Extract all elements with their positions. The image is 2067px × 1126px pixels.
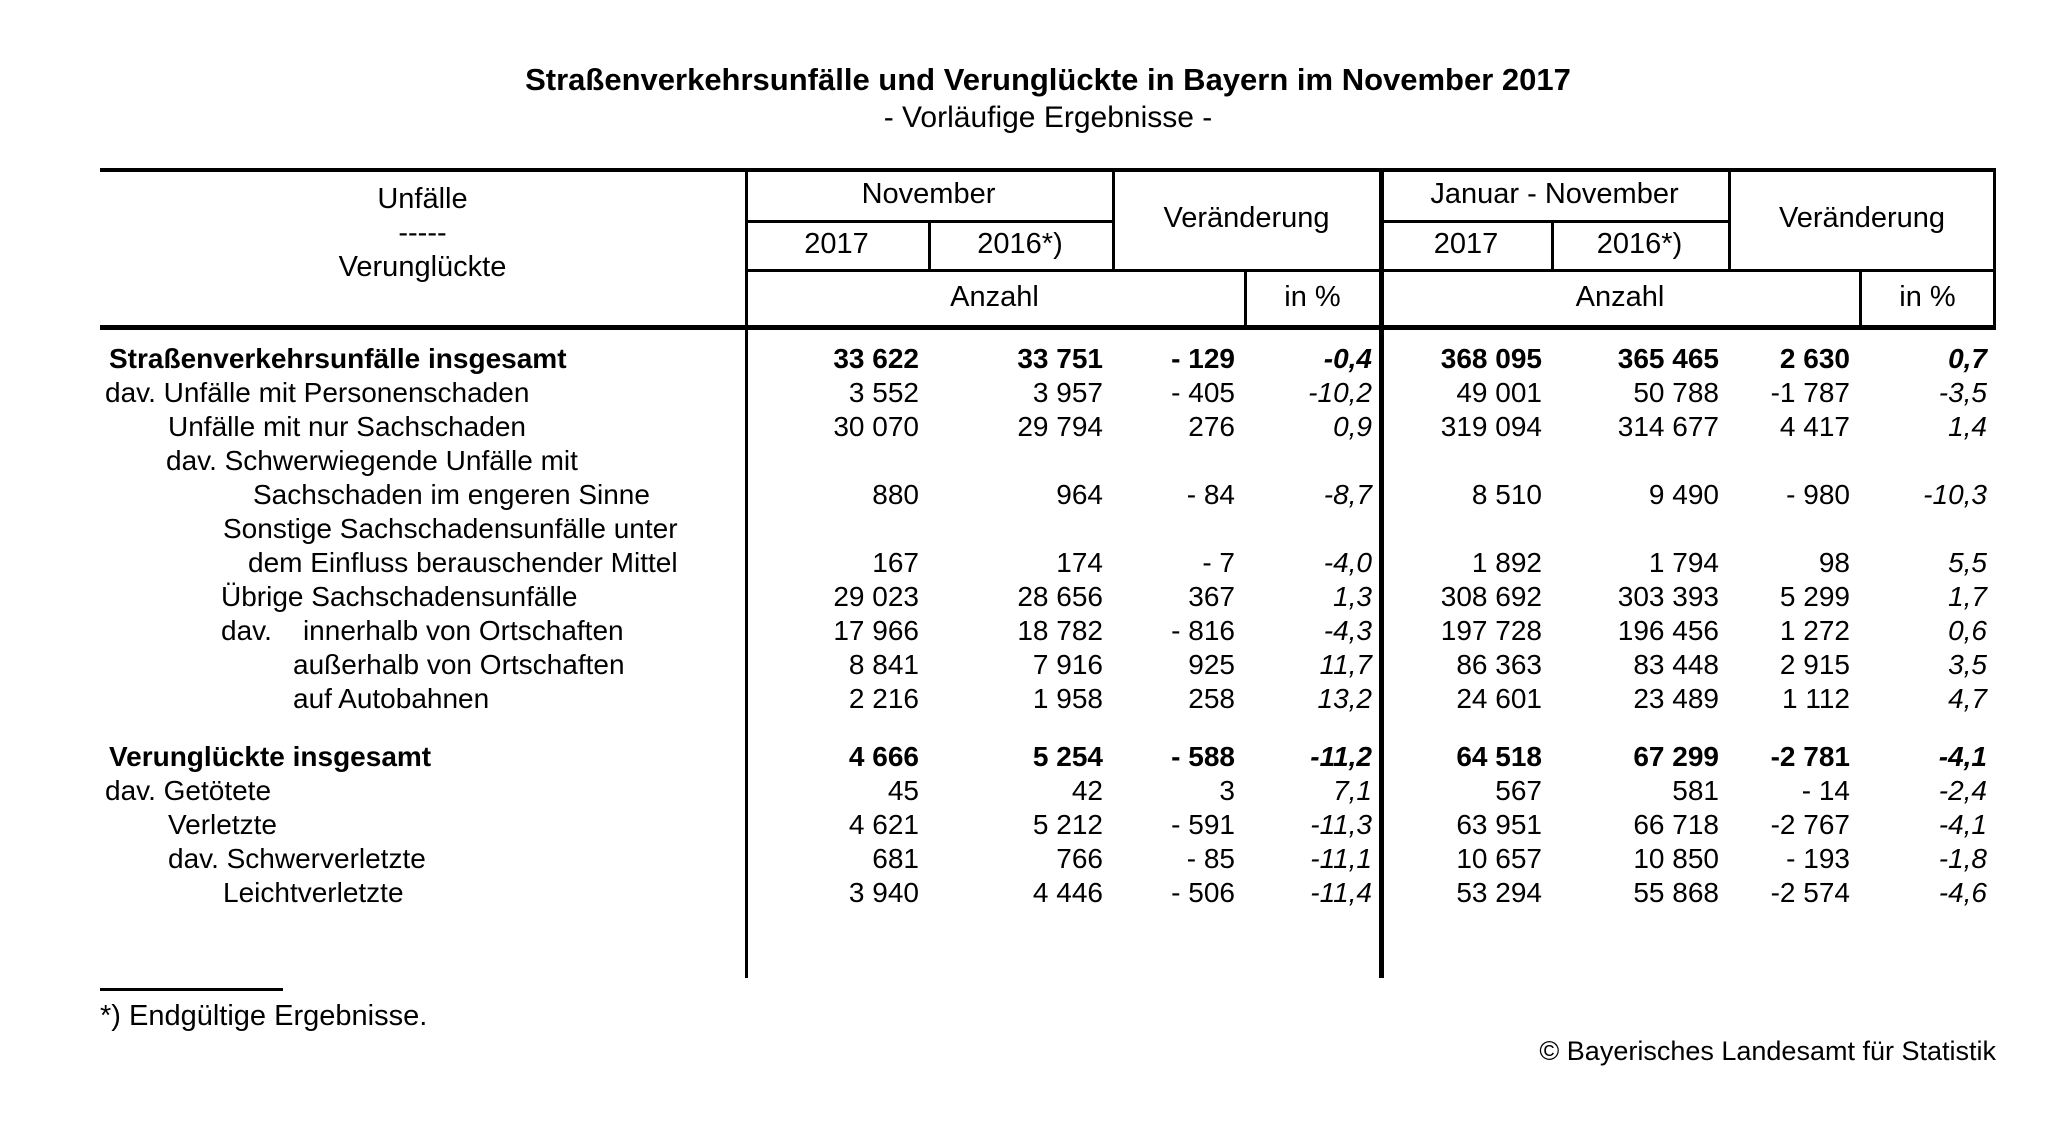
value-cell-count: 5 254: [1032, 741, 1103, 772]
value-cell-percent: 3,5: [1948, 649, 1987, 680]
page-subtitle: - Vorläufige Ergebnisse -: [883, 101, 1213, 134]
row-label: [100, 808, 745, 842]
table-row: [100, 580, 1996, 614]
value-cell-count: - 405: [1171, 377, 1235, 408]
table-row: [100, 342, 1996, 376]
value-cell-count: 1 794: [1648, 547, 1719, 578]
value-cell-count: 29 794: [1017, 411, 1103, 442]
value-cell-percent: 1,7: [1948, 581, 1987, 612]
row-label: [100, 842, 745, 876]
value-cell-count: 2 630: [1779, 343, 1850, 374]
anzahl-percent-divider-right: [1859, 269, 1862, 325]
value-cell-count: - 193: [1786, 843, 1850, 874]
footnote-text: *) Endgültige Ergebnisse.: [100, 1000, 428, 1032]
row-label-line: Verunglückte insgesamt: [109, 741, 432, 772]
value-cell-count: 63 951: [1456, 809, 1542, 840]
value-cell-count: 10 657: [1456, 843, 1542, 874]
value-cell-count: 2 216: [848, 683, 919, 714]
row-label: [100, 376, 745, 410]
row-label-line: Sonstige Sachschadensunfälle unter: [223, 513, 678, 544]
value-cell-count: 10 850: [1633, 843, 1719, 874]
value-cell-count: 98: [1818, 547, 1850, 578]
stub-line-verunglueckte: Verunglückte: [338, 251, 507, 283]
value-cell-count: 368 095: [1440, 343, 1542, 374]
row-label-line: dav. Schwerwiegende Unfälle mit: [166, 445, 578, 476]
value-cell-count: 49 001: [1456, 377, 1542, 408]
row-label: [100, 648, 745, 682]
value-cell-count: 67 299: [1633, 741, 1719, 772]
value-cell-percent: -10,3: [1923, 479, 1987, 510]
table-row: [100, 648, 1996, 682]
table-row: [100, 876, 1996, 910]
value-cell-percent: 0,6: [1948, 615, 1987, 646]
value-cell-count: 5 212: [1032, 809, 1103, 840]
anzahl-percent-divider-left: [1244, 269, 1247, 325]
value-cell-count: 276: [1188, 411, 1235, 442]
value-cell-percent: -4,1: [1938, 809, 1987, 840]
table-row: [100, 740, 1996, 774]
value-cell-count: - 816: [1171, 615, 1235, 646]
value-cell-count: 8 510: [1471, 479, 1542, 510]
value-cell-percent: 0,9: [1333, 411, 1372, 442]
value-cell-count: 319 094: [1440, 411, 1542, 442]
value-cell-count: 33 751: [1017, 343, 1103, 374]
value-cell-count: 8 841: [848, 649, 919, 680]
value-cell-count: - 7: [1202, 547, 1235, 578]
value-cell-count: - 14: [1801, 775, 1850, 806]
unit-header-percent-right: in %: [1899, 280, 1956, 313]
value-cell-percent: -1,8: [1938, 843, 1987, 874]
unit-header-percent-left: in %: [1284, 280, 1341, 313]
value-cell-count: 30 070: [833, 411, 919, 442]
value-cell-count: 1 272: [1779, 615, 1850, 646]
value-cell-percent: 0,7: [1948, 343, 1987, 374]
value-cell-percent: -2,4: [1938, 775, 1987, 806]
value-cell-count: -2 574: [1770, 877, 1850, 908]
value-cell-count: - 84: [1186, 479, 1235, 510]
table-body: [100, 330, 1996, 910]
copyright-text: © Bayerisches Landesamt für Statistik: [1539, 1036, 1996, 1066]
row-label-line: Verletzte: [168, 809, 277, 840]
stub-header: [100, 168, 745, 339]
table-row: [100, 614, 1996, 648]
value-cell-count: 365 465: [1617, 343, 1719, 374]
value-cell-percent: 5,5: [1948, 547, 1987, 578]
footnote-rule: [100, 988, 283, 991]
group-separator-divider: [1379, 168, 1384, 978]
page-title: Straßenverkehrsunfälle und Verunglückte in Bayern im November 2017: [525, 62, 1571, 97]
column-header-2016-november: 2016*): [977, 228, 1063, 260]
value-cell-count: 3 957: [1032, 377, 1103, 408]
value-cell-count: 367: [1188, 581, 1235, 612]
value-cell-count: 45: [887, 775, 919, 806]
value-cell-count: 18 782: [1017, 615, 1103, 646]
row-label-line: dav. Schwerverletzte: [168, 843, 426, 874]
value-cell-percent: -4,1: [1938, 741, 1987, 772]
value-cell-count: 1 112: [1782, 683, 1850, 714]
row-label-line: dem Einfluss berauschender Mittel: [248, 547, 678, 578]
value-cell-count: 681: [872, 843, 919, 874]
stub-line-unfaelle: Unfälle: [377, 183, 468, 215]
value-cell-count: 3: [1219, 775, 1235, 806]
value-cell-count: 4 446: [1032, 877, 1103, 908]
value-cell-count: 7 916: [1032, 649, 1103, 680]
table-row: [100, 808, 1996, 842]
value-cell-count: 33 622: [833, 343, 919, 374]
value-cell-count: 197 728: [1440, 615, 1542, 646]
value-cell-count: -2 767: [1770, 809, 1850, 840]
table-row: [100, 774, 1996, 808]
column-group-change-right: Veränderung: [1778, 202, 1946, 234]
value-cell-count: 66 718: [1633, 809, 1719, 840]
value-cell-count: 1 958: [1032, 683, 1103, 714]
value-cell-count: 3 940: [848, 877, 919, 908]
row-label-line: Unfälle mit nur Sachschaden: [168, 411, 526, 442]
value-cell-count: 964: [1056, 479, 1103, 510]
stub-line-dashes: -----: [398, 217, 447, 249]
column-header-2016-january-november: 2016*): [1596, 228, 1683, 260]
table-row: [100, 444, 1996, 512]
row-label-line: Straßenverkehrsunfälle insgesamt: [109, 343, 567, 374]
header-bottom-border: [100, 325, 1996, 330]
value-cell-count: 4 666: [848, 741, 919, 772]
value-cell-count: 50 788: [1633, 377, 1719, 408]
value-cell-count: 314 677: [1617, 411, 1719, 442]
value-cell-count: 9 490: [1648, 479, 1719, 510]
value-cell-count: 196 456: [1617, 615, 1719, 646]
table-right-border: [1993, 168, 1996, 325]
value-cell-count: 17 966: [833, 615, 919, 646]
row-label-line: Sachschaden im engeren Sinne: [253, 479, 650, 510]
row-label: [100, 342, 745, 376]
rule-under-january-november: [1381, 220, 1731, 223]
value-cell-count: 308 692: [1440, 581, 1542, 612]
value-cell-percent: -11,3: [1310, 809, 1372, 840]
value-cell-count: 5 299: [1779, 581, 1850, 612]
value-cell-percent: -8,7: [1323, 479, 1372, 510]
row-label-line: außerhalb von Ortschaften: [293, 649, 625, 680]
table-top-border: [100, 168, 1996, 172]
value-cell-percent: -11,2: [1310, 741, 1372, 772]
stub-column-divider: [745, 168, 748, 978]
value-cell-count: 4 417: [1779, 411, 1850, 442]
value-cell-percent: -10,2: [1308, 377, 1372, 408]
value-cell-percent: 1,4: [1948, 411, 1987, 442]
column-group-november: November: [861, 177, 996, 210]
row-label: [100, 410, 745, 444]
row-label: [100, 444, 745, 512]
value-cell-count: 64 518: [1456, 741, 1542, 772]
value-cell-count: 1 892: [1471, 547, 1542, 578]
value-cell-percent: -0,4: [1323, 343, 1372, 374]
table-row: [100, 682, 1996, 716]
value-cell-count: 167: [872, 547, 919, 578]
value-cell-count: 55 868: [1633, 877, 1719, 908]
value-cell-count: 4 621: [848, 809, 919, 840]
value-cell-percent: 7,1: [1333, 775, 1372, 806]
unit-header-anzahl-left: Anzahl: [950, 280, 1039, 313]
year-divider-right: [1551, 220, 1554, 269]
value-cell-count: 3 552: [848, 377, 919, 408]
value-cell-count: 567: [1495, 775, 1542, 806]
row-label: [100, 876, 745, 910]
rule-under-year-row: [745, 269, 1996, 272]
value-cell-count: 258: [1188, 683, 1235, 714]
column-header-2017-january-november: 2017: [1433, 228, 1499, 260]
value-cell-count: -2 781: [1770, 741, 1850, 772]
row-label-line: dav. innerhalb von Ortschaften: [221, 615, 624, 646]
value-cell-count: 766: [1056, 843, 1103, 874]
table-row: [100, 842, 1996, 876]
value-cell-count: 23 489: [1633, 683, 1719, 714]
value-cell-count: 29 023: [833, 581, 919, 612]
value-cell-count: 925: [1188, 649, 1235, 680]
table-row: [100, 512, 1996, 580]
value-cell-count: 2 915: [1779, 649, 1850, 680]
value-cell-percent: -4,0: [1323, 547, 1372, 578]
value-cell-count: - 591: [1171, 809, 1235, 840]
row-label: [100, 614, 745, 648]
value-cell-percent: 4,7: [1948, 683, 1987, 714]
value-cell-count: - 980: [1786, 479, 1850, 510]
value-cell-count: - 129: [1171, 343, 1235, 374]
row-label-line: auf Autobahnen: [293, 683, 490, 714]
value-cell-count: 83 448: [1633, 649, 1719, 680]
column-header-2017-november: 2017: [804, 228, 869, 260]
column-group-change-left: Veränderung: [1163, 202, 1330, 234]
value-cell-count: - 588: [1171, 741, 1235, 772]
value-cell-count: -1 787: [1770, 377, 1850, 408]
row-label: [100, 682, 745, 716]
value-cell-count: 28 656: [1017, 581, 1103, 612]
november-change-divider: [1112, 168, 1115, 269]
row-label: [100, 774, 745, 808]
value-cell-percent: 11,7: [1319, 649, 1372, 680]
row-label-line: dav. Unfälle mit Personenschaden: [105, 377, 530, 408]
statistics-table: [100, 168, 1996, 978]
value-cell-count: - 506: [1171, 877, 1235, 908]
year-divider-left: [928, 220, 931, 269]
value-cell-count: 24 601: [1456, 683, 1542, 714]
value-cell-percent: -3,5: [1938, 377, 1987, 408]
value-cell-percent: 13,2: [1317, 683, 1372, 714]
january-november-change-divider: [1728, 168, 1731, 269]
value-cell-count: - 85: [1186, 843, 1235, 874]
value-cell-count: 53 294: [1456, 877, 1542, 908]
value-cell-percent: -11,4: [1310, 877, 1372, 908]
unit-header-anzahl-right: Anzahl: [1575, 280, 1665, 313]
value-cell-count: 86 363: [1456, 649, 1542, 680]
value-cell-percent: -11,1: [1310, 843, 1372, 874]
value-cell-count: 581: [1672, 775, 1719, 806]
value-cell-count: 303 393: [1617, 581, 1719, 612]
value-cell-percent: 1,3: [1333, 581, 1372, 612]
value-cell-percent: -4,3: [1323, 615, 1372, 646]
value-cell-count: 174: [1056, 547, 1103, 578]
column-group-january-november: Januar - November: [1430, 177, 1679, 210]
value-cell-count: 880: [872, 479, 919, 510]
row-label: [100, 580, 745, 614]
row-label-line: Leichtverletzte: [223, 877, 404, 908]
table-row: [100, 376, 1996, 410]
table-row: [100, 410, 1996, 444]
value-cell-percent: -4,6: [1938, 877, 1987, 908]
row-label: [100, 512, 745, 580]
row-label-line: dav. Getötete: [105, 775, 272, 806]
row-label: [100, 740, 745, 774]
value-cell-count: 42: [1071, 775, 1103, 806]
row-label-line: Übrige Sachschadensunfälle: [221, 581, 578, 612]
